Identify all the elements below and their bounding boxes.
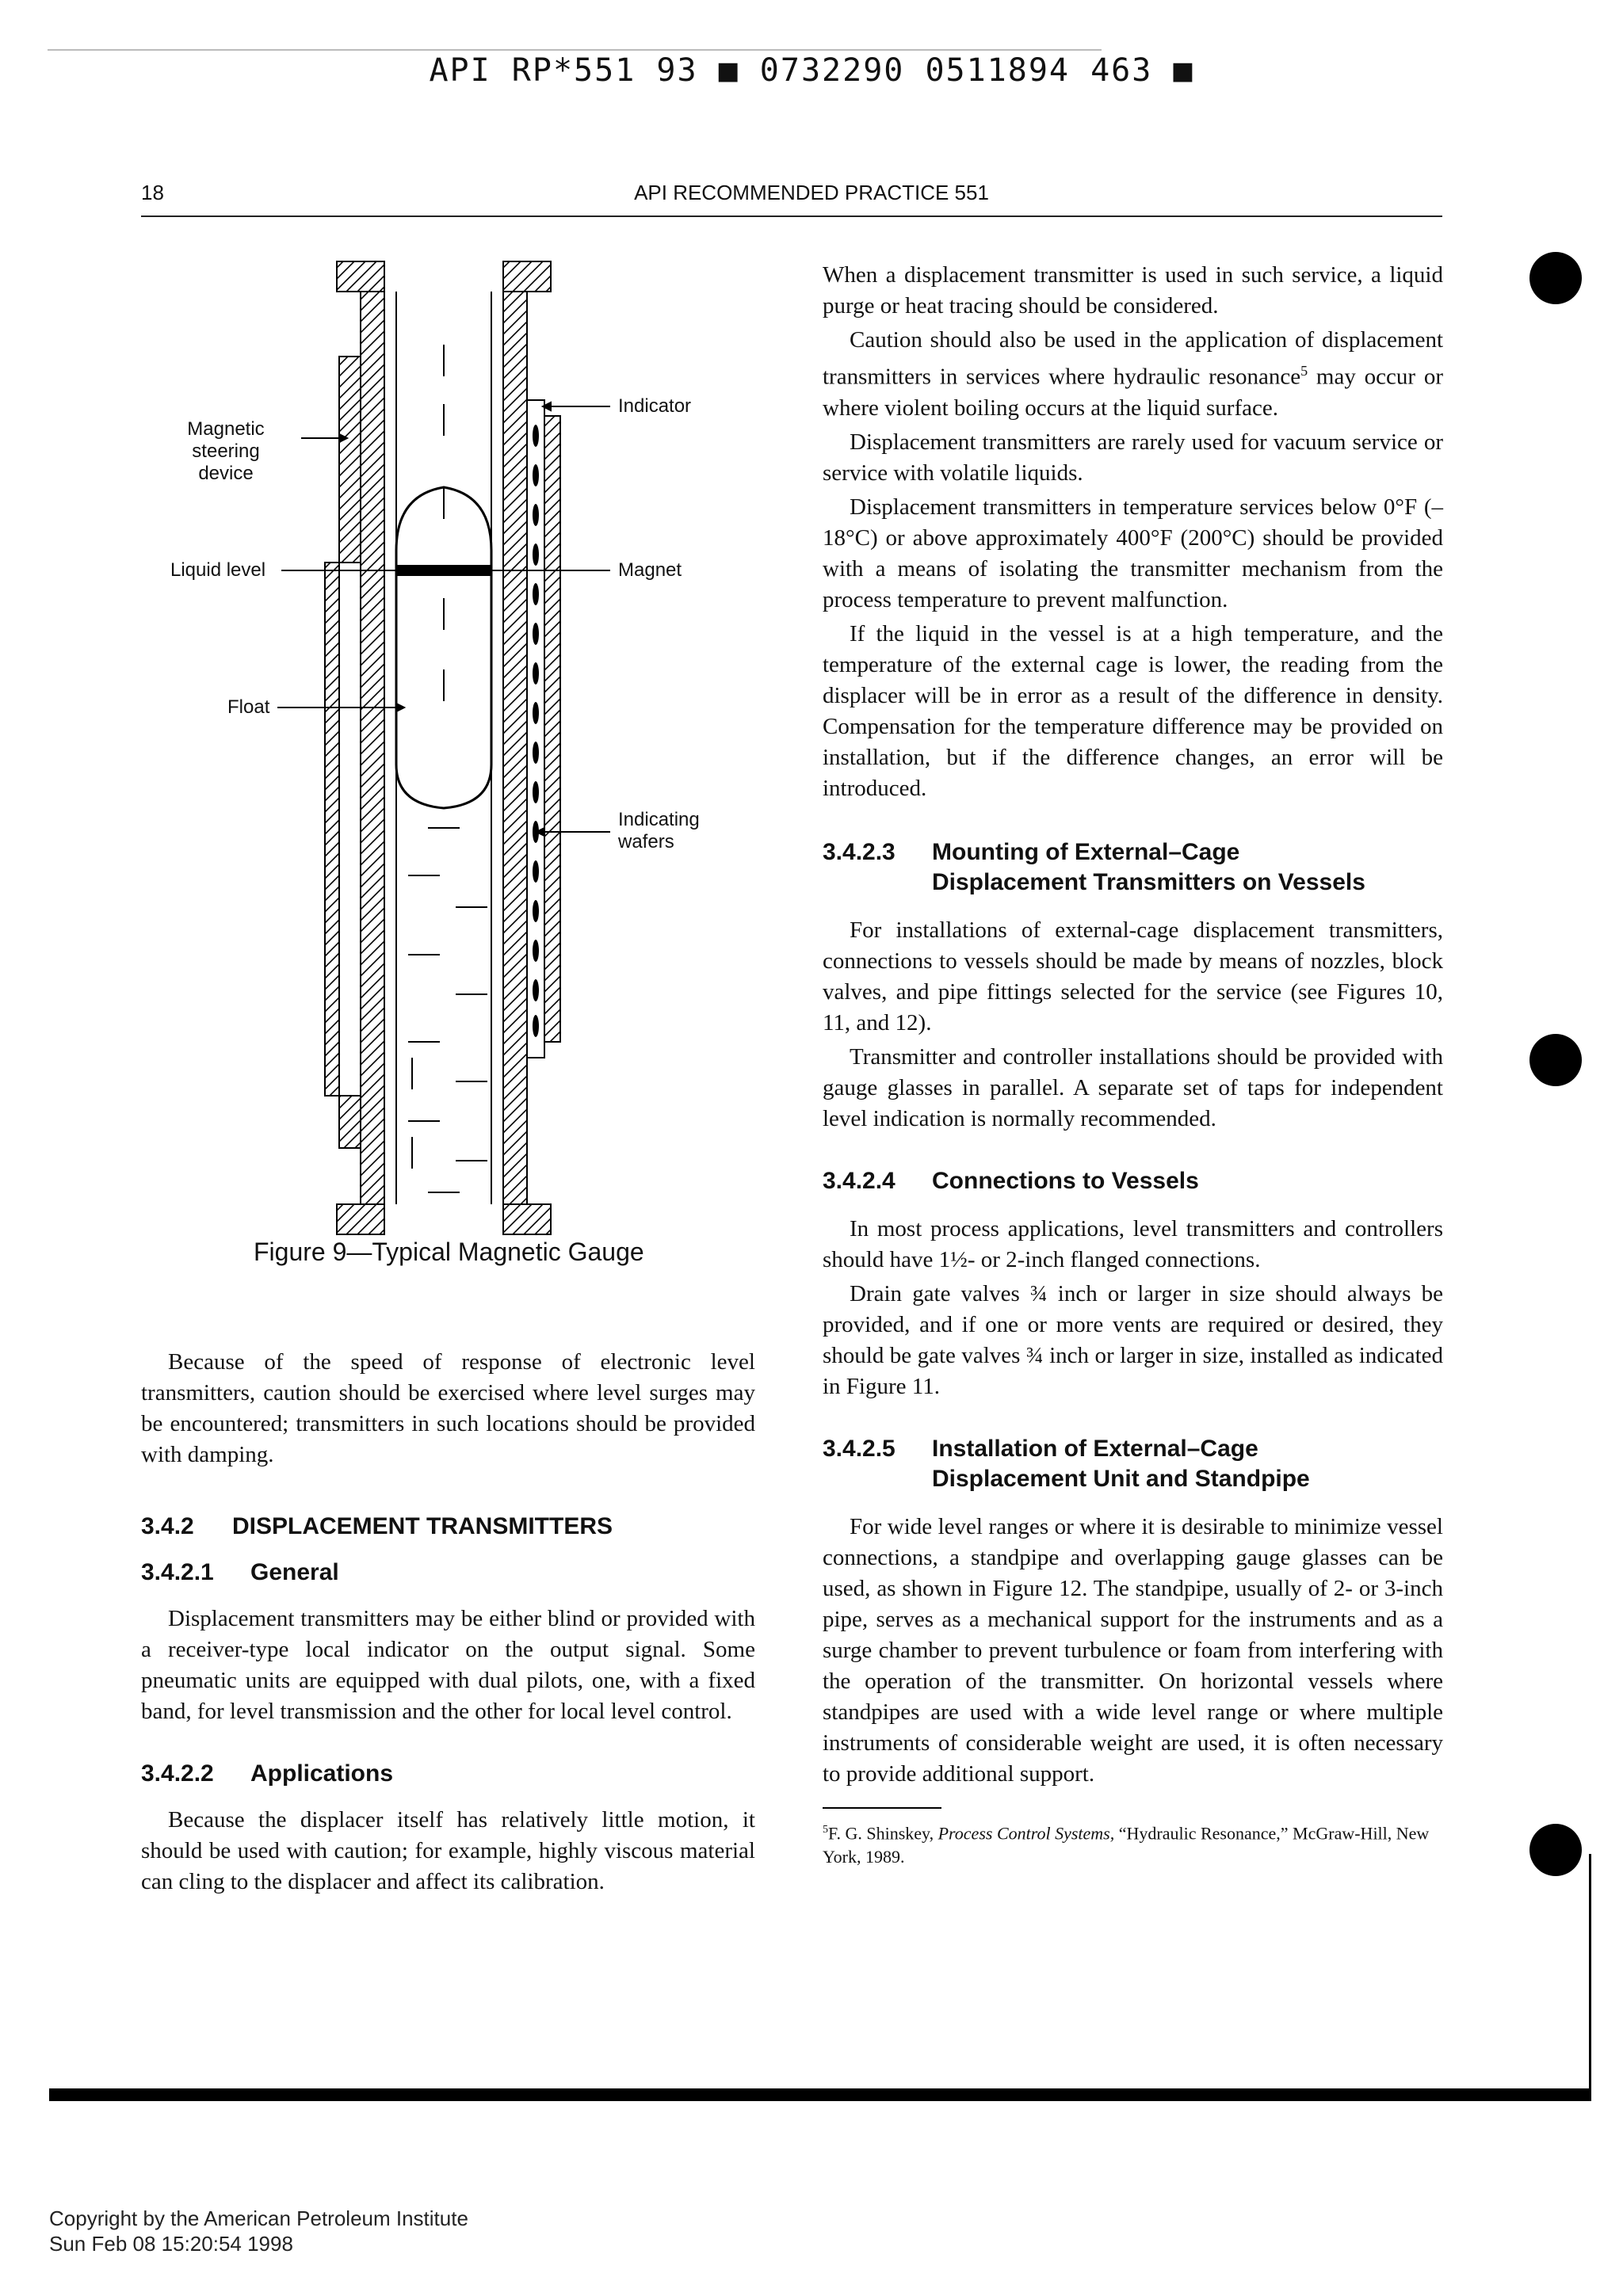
label-magnet: Magnet	[618, 559, 682, 581]
label-float: Float	[227, 696, 270, 718]
running-title: API RECOMMENDED PRACTICE 551	[634, 181, 989, 204]
bottom-scan-bar	[49, 2088, 1591, 2101]
punch-hole-3	[1529, 1824, 1582, 1876]
drain-valves-paragraph: Drain gate valves ¾ inch or larger in size should always be provided, and if one or more vents are required or desired, they should be gate valves ¾ inch or larger in size, installed as indicated in Figure 11.	[823, 1280, 1443, 1399]
right-column	[823, 260, 1443, 1869]
connections-paragraph: In most process applications, level transmitters and controllers should have 1½- or 2-inch flanged connections.	[823, 1215, 1443, 1272]
general-paragraph: Displacement transmitters may be either blind or provided with a receiver-type local indicator on the output signal. Some pneumatic units are equipped with dual pilots, one, with a fixed band, for level transmission and the other for local level control.	[141, 1606, 755, 1724]
heading-3-4-2-1: 3.4.2.1 General	[141, 1559, 339, 1585]
right-paragraph-1: When a displacement transmitter is used in such service, a liquid purge or heat tracing should be considered.	[823, 262, 1443, 318]
header-rule	[141, 215, 1442, 217]
right-paragraph-3: Displacement transmitters are rarely used for vacuum service or service with volatile liquids.	[823, 429, 1443, 486]
heading-3-4-2-5: 3.4.2.5 Installation of External–Cage Displacement Unit and Standpipe	[823, 1435, 1310, 1492]
heading-3-4-2-2: 3.4.2.2 Applications	[141, 1760, 394, 1787]
footnote-rule	[823, 1807, 941, 1809]
copyright-notice: Copyright by the American Petroleum Institute Sun Feb 08 15:20:54 1998	[49, 2206, 468, 2256]
applications-paragraph: Because the displacer itself has relatively little motion, it should be used with caution; for example, highly viscous material can cling to the displacer and affect its calibration.	[141, 1807, 755, 1894]
page-number: 18	[141, 181, 164, 204]
intro-paragraph: Because of the speed of response of electronic level transmitters, caution should be exercised where level surges may be encountered; transmitters in such locations should be provided with damping.	[141, 1349, 755, 1467]
right-paragraph-4: Displacement transmitters in temperature services below 0°F (–18°C) or above approximately 400°F (200°C) should be provided with a means of isolating the transmitter mechanism from the process temperature to prevent malfunction.	[823, 494, 1443, 612]
label-magnetic-steering-device: Magnetic steering device	[187, 418, 265, 484]
label-indicating-wafers: Indicating wafers	[618, 809, 700, 852]
figure-caption: Figure 9—Typical Magnetic Gauge	[254, 1238, 644, 1266]
right-paragraph-5: If the liquid in the vessel is at a high temperature, and the temperature of the external cage is lower, the reading from the displacer will be in error as a result of the difference in density. Compensation for the temperature difference may be provided on installation, but if the difference changes, an error will be introduced.	[823, 620, 1443, 801]
label-liquid-level: Liquid level	[170, 559, 266, 581]
document-stamp: API RP*551 93 ■ 0732290 0511894 463 ■	[429, 52, 1194, 89]
punch-hole-2	[1529, 1034, 1582, 1086]
label-indicator: Indicator	[618, 395, 692, 417]
scan-edge-line	[1589, 1854, 1591, 2092]
heading-3-4-2-3: 3.4.2.3 Mounting of External–Cage Displacement Transmitters on Vessels	[823, 838, 1365, 895]
footnote-5: $^5$F. G. Shinskey, Process Control Systems, “Hydraulic Resonance,” McGraw-Hill, New York, 1989.	[823, 1822, 1430, 1867]
right-paragraph-2: Caution should also be used in the application of displacement transmitters in services where hydraulic resonance$^5$ may occur or where violent boiling occurs at the liquid surface.	[823, 327, 1443, 421]
standpipe-paragraph: For wide level ranges or where it is desirable to minimize vessel connections, a standpipe and overlapping gauge glasses can be used, as shown in Figure 12. The standpipe, usually of 2- or 3-inch pipe, serves as a mechanical support for the instruments and as a surge chamber to prevent turbulence or foam from interfering with the operation of the transmitter. On horizontal vessels where standpipes are used with a wide level range or where multiple instruments of considerable weight are used, it is often necessary to provide additional support.	[823, 1513, 1443, 1787]
punch-hole-1	[1529, 252, 1582, 304]
top-scan-line	[48, 49, 1102, 51]
figure-9	[158, 257, 761, 1240]
left-column	[141, 1347, 755, 1897]
mounting-paragraph: For installations of external-cage displacement transmitters, connections to vessels should be made by means of nozzles, block valves, and pipe fittings selected for the service (see Figures 10, 11, and 12).	[823, 917, 1443, 1035]
gauge-glass-paragraph: Transmitter and controller installations should be provided with gauge glasses in parallel. A separate set of taps for independent level indication is normally recommended.	[823, 1043, 1443, 1131]
heading-3-4-2-4: 3.4.2.4 Connections to Vessels	[823, 1167, 1199, 1194]
heading-3-4-2: 3.4.2 DISPLACEMENT TRANSMITTERS	[141, 1513, 613, 1539]
